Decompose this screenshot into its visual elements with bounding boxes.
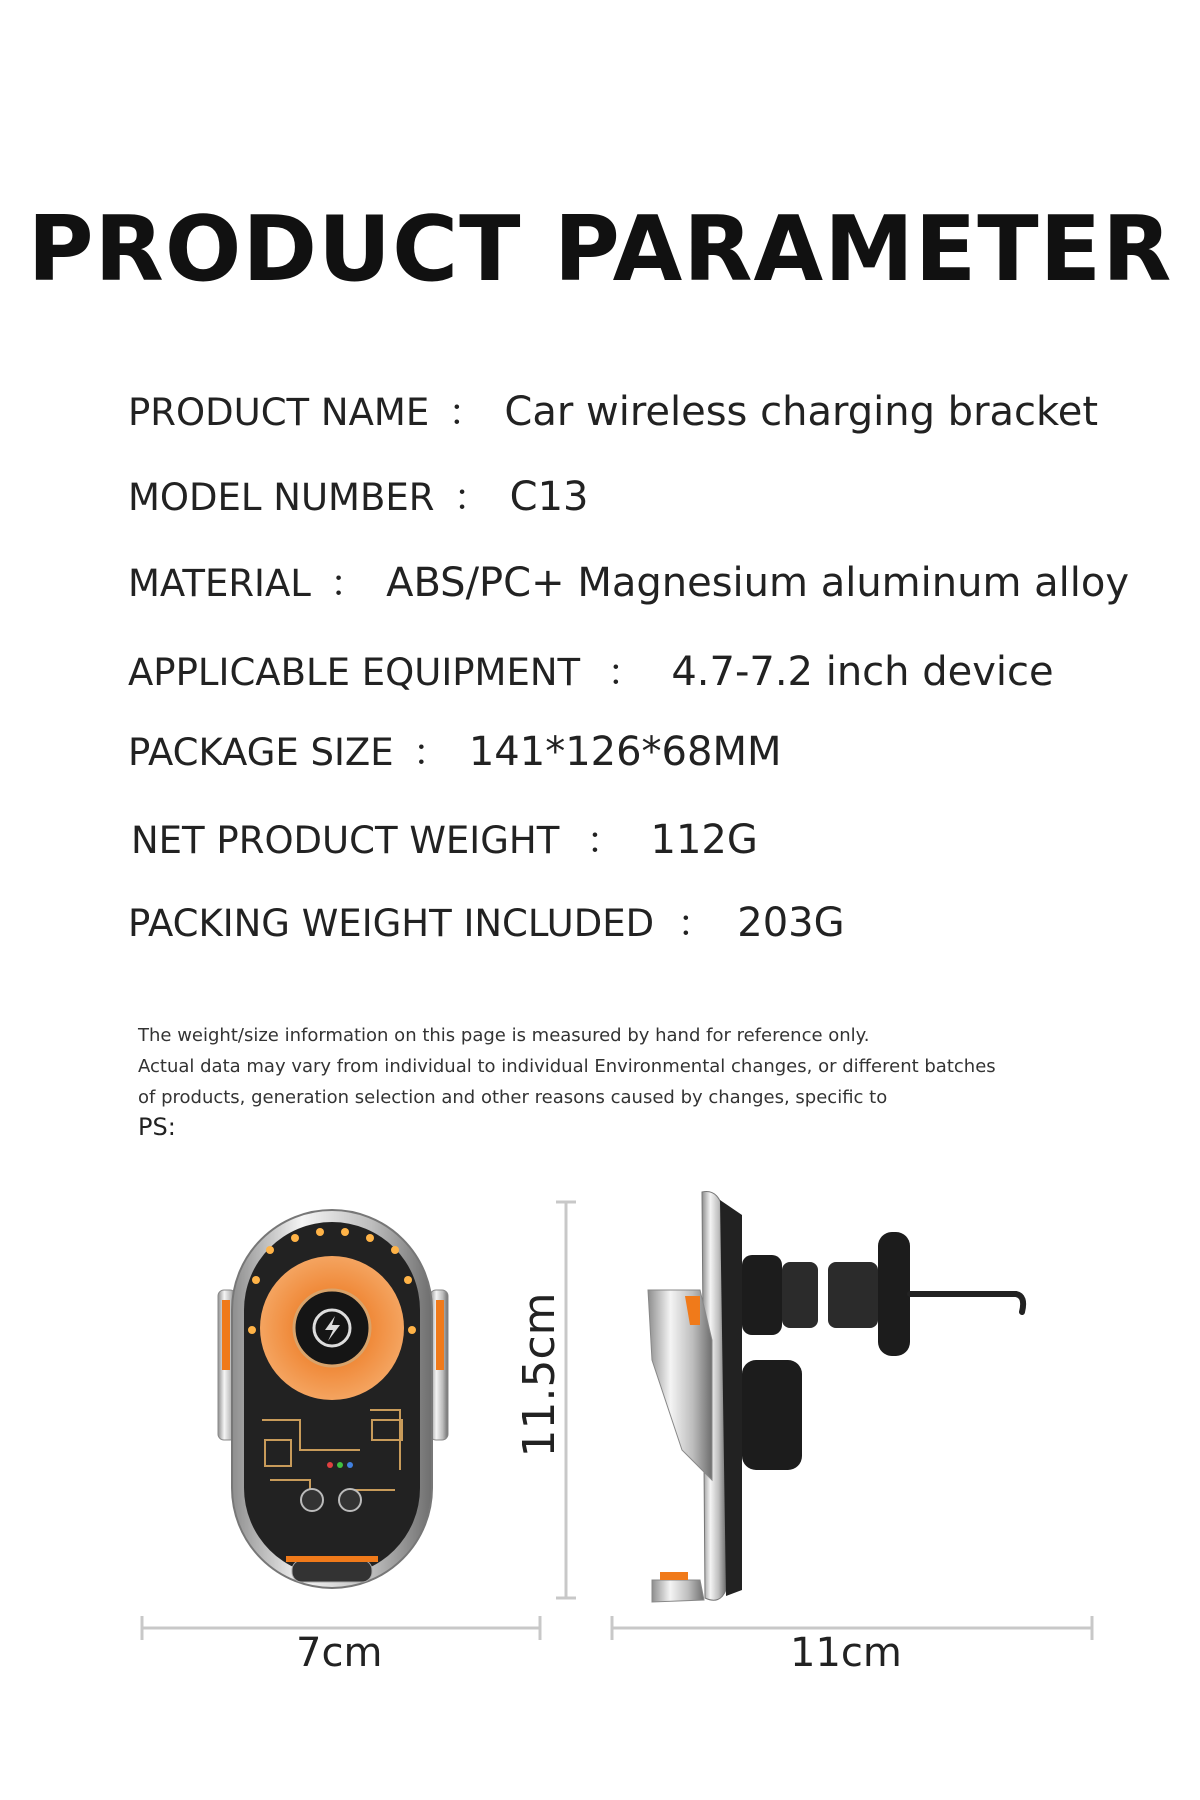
- param-label: PACKAGE SIZE: [128, 731, 394, 774]
- page-title: PRODUCT PARAMETER: [27, 197, 1173, 302]
- bottom-clamp-accent: [286, 1556, 378, 1562]
- param-separator: ：: [412, 731, 450, 774]
- param-label: NET PRODUCT WEIGHT: [131, 819, 560, 862]
- bottom-clamp: [292, 1560, 372, 1582]
- ball-joint: [742, 1255, 782, 1335]
- right-arm-accent: [436, 1300, 444, 1370]
- front-view: [218, 1210, 448, 1588]
- param-separator: ：: [607, 651, 645, 694]
- param-separator: ：: [453, 476, 491, 519]
- param-label: MODEL NUMBER: [128, 476, 435, 519]
- depth-label: 11cm: [790, 1630, 902, 1676]
- vent-hook: [910, 1294, 1023, 1312]
- side-view: [648, 1191, 1023, 1602]
- disclaimer-line: of products, generation selection and other reasons caused by changes, specific to: [138, 1087, 888, 1108]
- param-separator: ：: [448, 391, 486, 434]
- width-label: 7cm: [296, 1630, 383, 1676]
- param-separator: ：: [329, 562, 367, 605]
- disclaimer-line: Actual data may vary from individual to individual Environmental changes, or different batches: [138, 1056, 996, 1077]
- side-bottom-foot: [652, 1580, 704, 1602]
- button-right: [339, 1489, 361, 1511]
- height-label: 11.5cm: [514, 1292, 565, 1458]
- param-label: APPLICABLE EQUIPMENT: [128, 651, 581, 694]
- side-clip: [648, 1290, 712, 1480]
- param-label: PACKING WEIGHT INCLUDED: [128, 902, 655, 945]
- param-value: 112G: [650, 817, 758, 863]
- param-value: C13: [509, 474, 589, 520]
- disclaimer-line: The weight/size information on this page is measured by hand for reference only.: [138, 1025, 870, 1046]
- vent-knob: [828, 1262, 878, 1328]
- button-left: [301, 1489, 323, 1511]
- side-foot-accent: [660, 1572, 688, 1580]
- param-value: 141*126*68MM: [468, 729, 782, 775]
- motor-housing: [742, 1360, 802, 1470]
- param-label: MATERIAL: [128, 562, 311, 605]
- left-arm-accent: [222, 1300, 230, 1370]
- param-value: ABS/PC+ Magnesium aluminum alloy: [386, 560, 1130, 606]
- param-separator: ：: [677, 902, 715, 945]
- param-separator: ：: [586, 819, 624, 862]
- param-value: 4.7-7.2 inch device: [671, 649, 1054, 695]
- param-value: 203G: [737, 900, 845, 946]
- joint-nut: [782, 1262, 818, 1328]
- vent-clip-base: [878, 1232, 910, 1356]
- param-label: PRODUCT NAME: [128, 391, 430, 434]
- ps-label: PS:: [138, 1113, 176, 1141]
- param-value: Car wireless charging bracket: [504, 389, 1099, 435]
